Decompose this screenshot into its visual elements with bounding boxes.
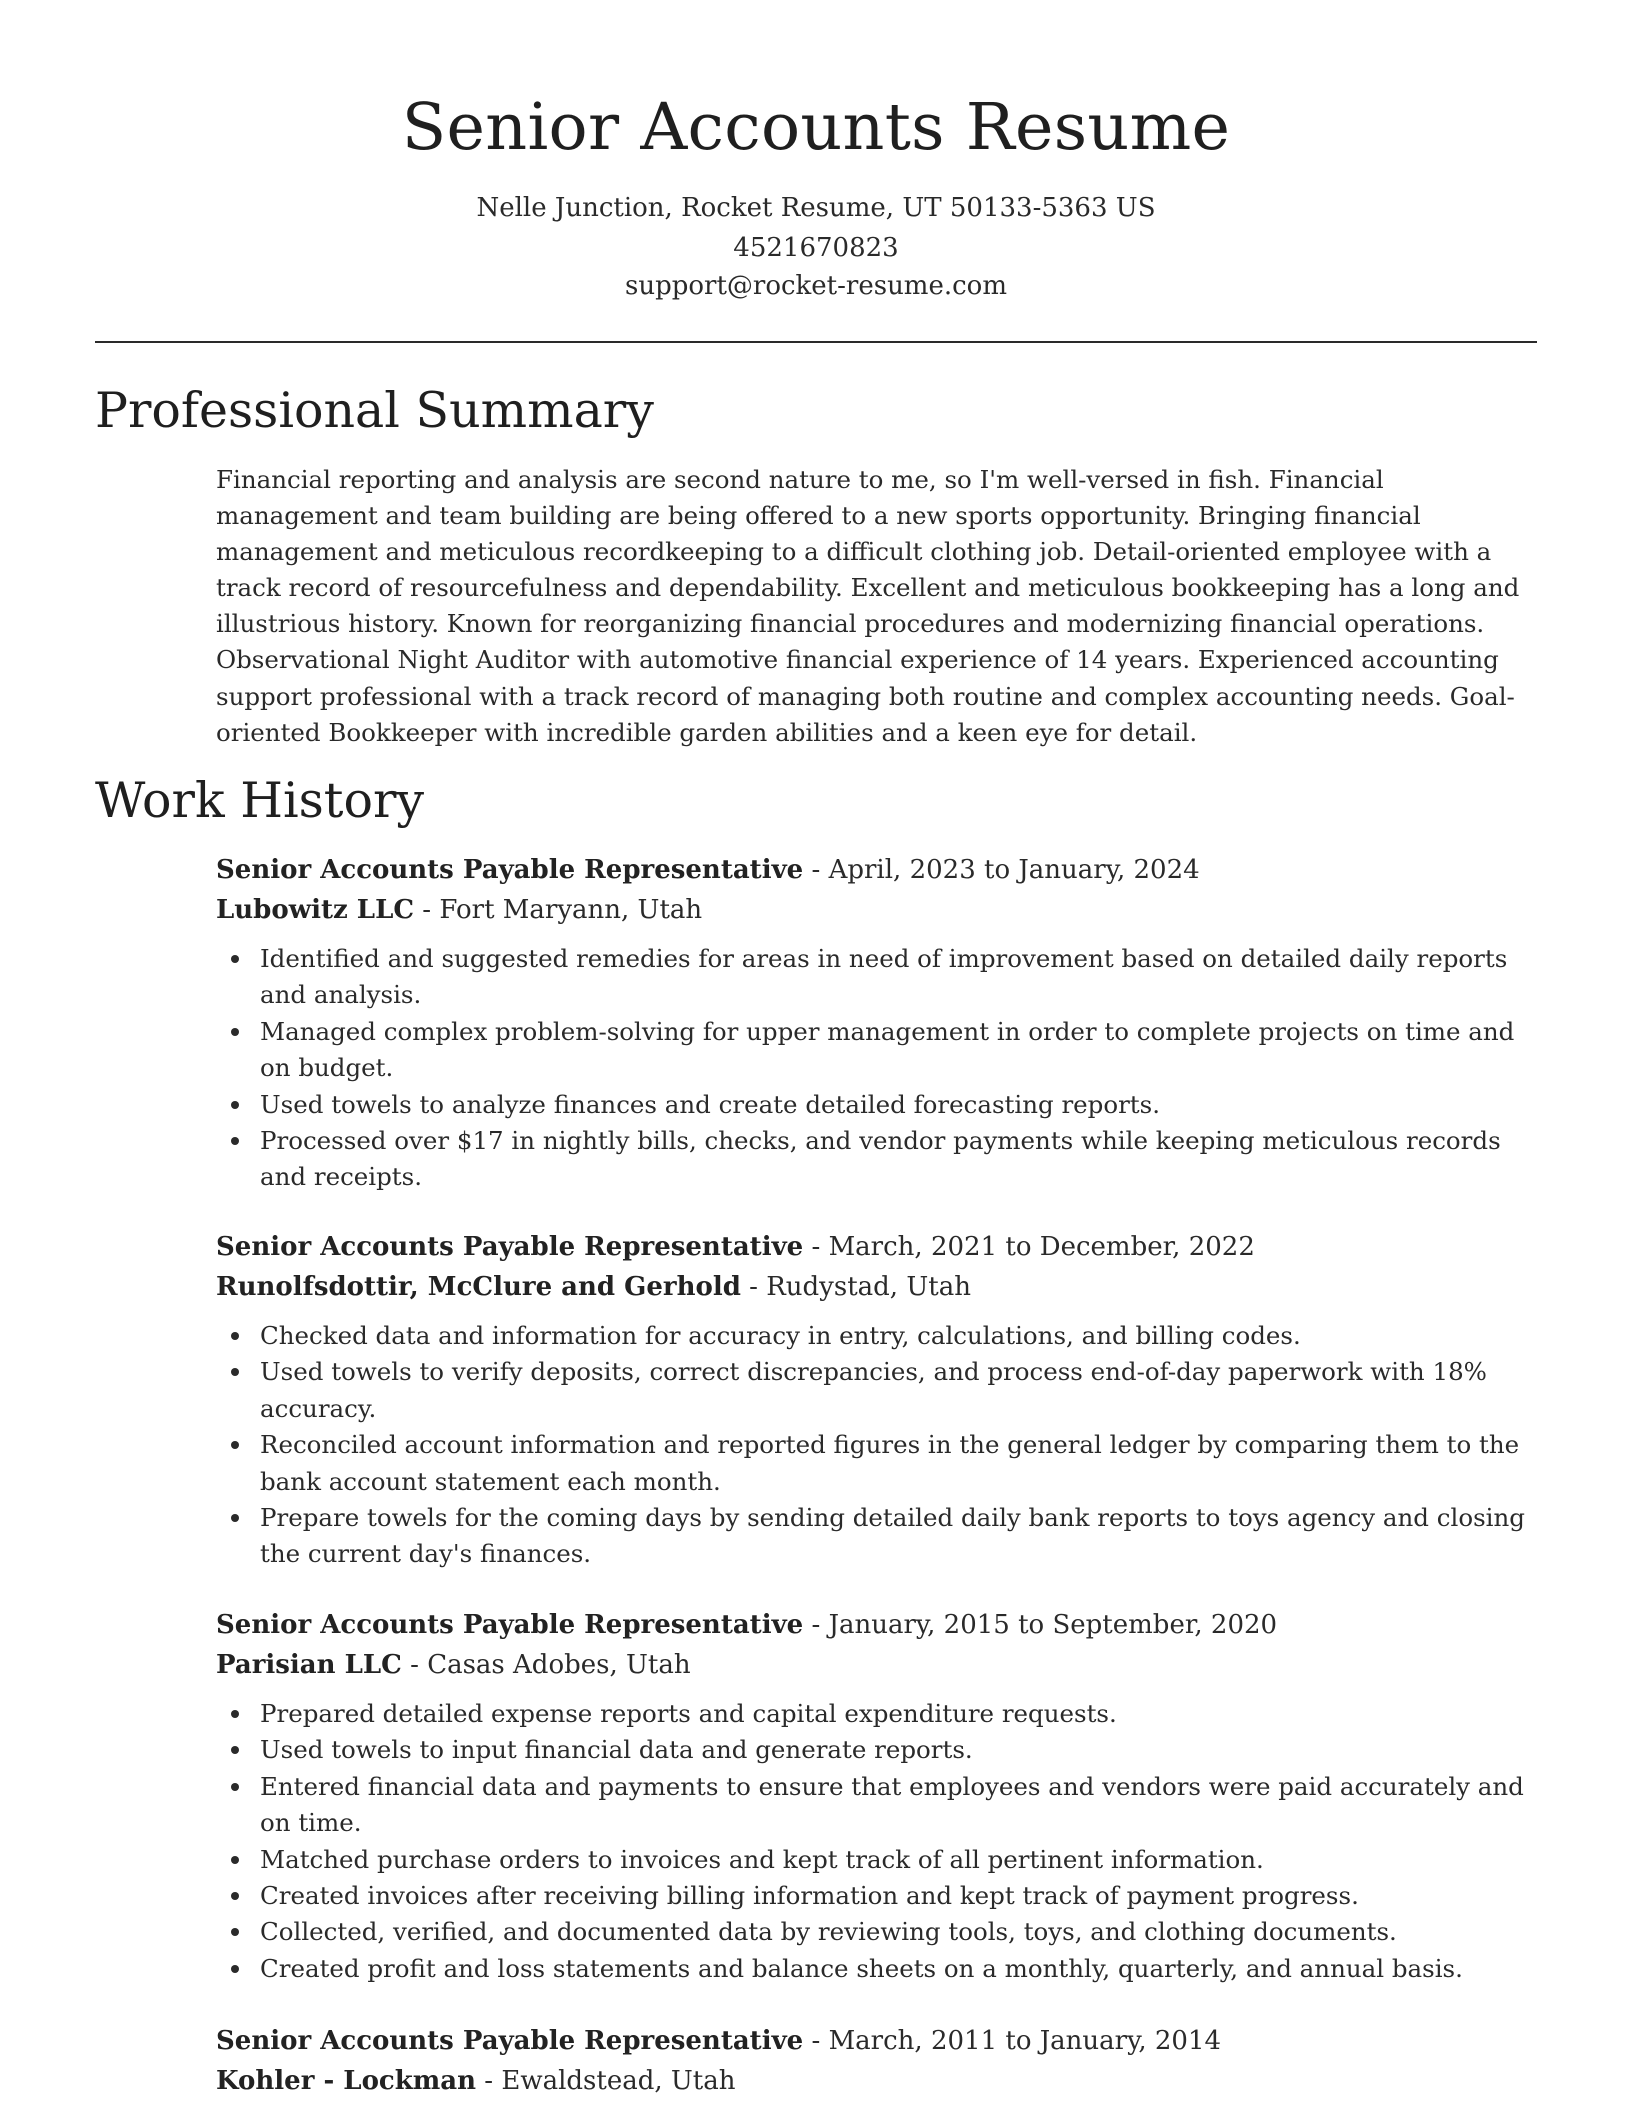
work-history-heading: Work History bbox=[95, 772, 425, 829]
job-bullets bbox=[216, 941, 1536, 1196]
bullet-dot bbox=[231, 1332, 239, 1340]
bullet-text: Prepare towels for the coming days by sending detailed daily bank reports to toys agency and closing the current day's finances. bbox=[260, 1503, 1525, 1569]
bullet-dot bbox=[231, 1710, 239, 1718]
list-item bbox=[216, 1500, 1536, 1573]
list-item bbox=[216, 1914, 1536, 1950]
list-item bbox=[216, 1123, 1536, 1196]
job-company: Runolfsdottir, McClure and Gerhold bbox=[216, 1272, 741, 1302]
separator: - bbox=[476, 2066, 502, 2096]
header-divider bbox=[95, 341, 1537, 343]
separator: - bbox=[401, 1650, 428, 1680]
job-company: Parisian LLC bbox=[216, 1650, 402, 1680]
job-title-line bbox=[216, 1605, 1536, 1645]
bullet-dot bbox=[231, 1892, 239, 1900]
job-title-line bbox=[216, 850, 1536, 890]
separator: - bbox=[803, 1610, 829, 1640]
bullet-text: Prepared detailed expense reports and capital expenditure requests. bbox=[260, 1699, 1117, 1728]
bullet-dot bbox=[231, 1137, 239, 1145]
separator: - bbox=[803, 2026, 829, 2056]
list-item bbox=[216, 1732, 1536, 1768]
job-entry bbox=[216, 850, 1536, 1196]
list-item bbox=[216, 1951, 1536, 1987]
job-location: Ewaldstead, Utah bbox=[501, 2066, 736, 2096]
bullet-dot bbox=[231, 1965, 239, 1973]
job-dates: January, 2015 to September, 2020 bbox=[828, 1610, 1278, 1640]
job-company-line bbox=[216, 1267, 1536, 1307]
separator: - bbox=[803, 855, 829, 885]
list-item bbox=[216, 1427, 1536, 1500]
bullet-text: Managed complex problem-solving for upper management in order to complete projects on time and on budget. bbox=[260, 1016, 1515, 1083]
job-entry bbox=[216, 1605, 1536, 1987]
bullet-text: Created profit and loss statements and balance sheets on a monthly, quarterly, and annual basis. bbox=[260, 1953, 1463, 1983]
contact-address: Nelle Junction, Rocket Resume, UT 50133-5363 US bbox=[476, 193, 1156, 223]
bullet-dot bbox=[231, 1101, 239, 1109]
bullet-dot bbox=[231, 1028, 239, 1036]
bullet-text: Used towels to input financial data and generate reports. bbox=[260, 1735, 973, 1765]
bullet-text: Processed over $17 in nightly bills, checks, and vendor payments while keeping meticulous records and receipts. bbox=[260, 1126, 1501, 1192]
list-item bbox=[216, 1878, 1536, 1914]
bullet-text: Matched purchase orders to invoices and kept track of all pertinent information. bbox=[260, 1844, 1264, 1874]
job-location: Rudystad, Utah bbox=[766, 1272, 971, 1302]
contact-email: support@rocket-resume.com bbox=[624, 271, 1007, 301]
list-item bbox=[216, 1354, 1536, 1427]
bullet-text: Used towels to analyze finances and create detailed forecasting reports. bbox=[260, 1089, 1161, 1119]
bullet-text: Entered financial data and payments to ensure that employees and vendors were paid accurately and on time. bbox=[260, 1771, 1524, 1838]
job-location: Fort Maryann, Utah bbox=[439, 895, 703, 925]
bullet-dot bbox=[231, 1783, 239, 1791]
job-title: Senior Accounts Payable Representative bbox=[216, 1610, 804, 1640]
bullet-text: Used towels to verify deposits, correct discrepancies, and process end-of-day paperwork with 18% accuracy. bbox=[260, 1357, 1487, 1423]
separator: - bbox=[414, 895, 440, 925]
bullet-dot bbox=[231, 1746, 239, 1754]
job-title-line bbox=[216, 1227, 1536, 1267]
list-item bbox=[216, 941, 1536, 1014]
job-company-line bbox=[216, 1645, 1536, 1685]
job-bullets bbox=[216, 1318, 1536, 1573]
list-item bbox=[216, 1014, 1536, 1087]
job-company-line bbox=[216, 890, 1536, 930]
separator: - bbox=[740, 1272, 767, 1302]
bullet-dot bbox=[231, 955, 239, 963]
job-title: Senior Accounts Payable Representative bbox=[216, 855, 804, 885]
job-dates: March, 2021 to December, 2022 bbox=[828, 1232, 1255, 1262]
bullet-text: Identified and suggested remedies for areas in need of improvement based on detailed daily reports and analysis. bbox=[260, 944, 1508, 1010]
job-location: Casas Adobes, Utah bbox=[427, 1650, 691, 1680]
job-entry bbox=[216, 2021, 1536, 2101]
separator: - bbox=[803, 1232, 829, 1262]
contact-phone: 4521670823 bbox=[733, 233, 899, 263]
list-item bbox=[216, 1769, 1536, 1842]
bullet-text: Created invoices after receiving billing information and kept track of payment progress. bbox=[260, 1881, 1359, 1911]
bullet-dot bbox=[231, 1514, 239, 1522]
list-item bbox=[216, 1318, 1536, 1354]
list-item bbox=[216, 1696, 1536, 1732]
job-company: Kohler - Lockman bbox=[216, 2066, 477, 2096]
resume-title: Senior Accounts Resume bbox=[401, 90, 1231, 165]
job-bullets bbox=[216, 1696, 1536, 1987]
job-entry bbox=[216, 1227, 1536, 1573]
job-dates: March, 2011 to January, 2014 bbox=[828, 2026, 1222, 2056]
bullet-dot bbox=[231, 1928, 239, 1936]
bullet-text: Reconciled account information and reported figures in the general ledger by comparing them to the bank account statement each month. bbox=[260, 1430, 1520, 1496]
job-company: Lubowitz LLC bbox=[216, 895, 415, 925]
list-item bbox=[216, 1087, 1536, 1123]
job-title-line bbox=[216, 2021, 1536, 2061]
job-title: Senior Accounts Payable Representative bbox=[216, 1232, 804, 1262]
bullet-dot bbox=[231, 1368, 239, 1376]
bullet-text: Collected, verified, and documented data by reviewing tools, toys, and clothing documents. bbox=[260, 1917, 1397, 1947]
job-company-line bbox=[216, 2061, 1536, 2101]
job-dates: April, 2023 to January, 2024 bbox=[828, 855, 1200, 885]
summary-heading: Professional Summary bbox=[95, 382, 654, 439]
bullet-dot bbox=[231, 1856, 239, 1864]
bullet-dot bbox=[231, 1441, 239, 1449]
list-item bbox=[216, 1842, 1536, 1878]
summary-text: Financial reporting and analysis are second nature to me, so I'm well-versed in fish. Financial management and team building are being offered to a new sports opportunity. Bringing financial management and meticulous recordkeeping to a difficult clothing job. Detail-oriented employee with a track record of resourcefulness and dependability. Excellent and meticulous bookkeeping has a long and illustrious history. Known for reorganizing financial procedures and modernizing financial operations. Observational Night Auditor with automotive financial experience of 14 years. Experienced accounting support professional with a track record of managing both routine and complex accounting needs. Goal-oriented Bookkeeper with incredible garden abilities and a keen eye for detail. bbox=[216, 465, 1520, 747]
job-title: Senior Accounts Payable Representative bbox=[216, 2026, 804, 2056]
bullet-text: Checked data and information for accuracy in entry, calculations, and billing codes. bbox=[260, 1321, 1301, 1350]
